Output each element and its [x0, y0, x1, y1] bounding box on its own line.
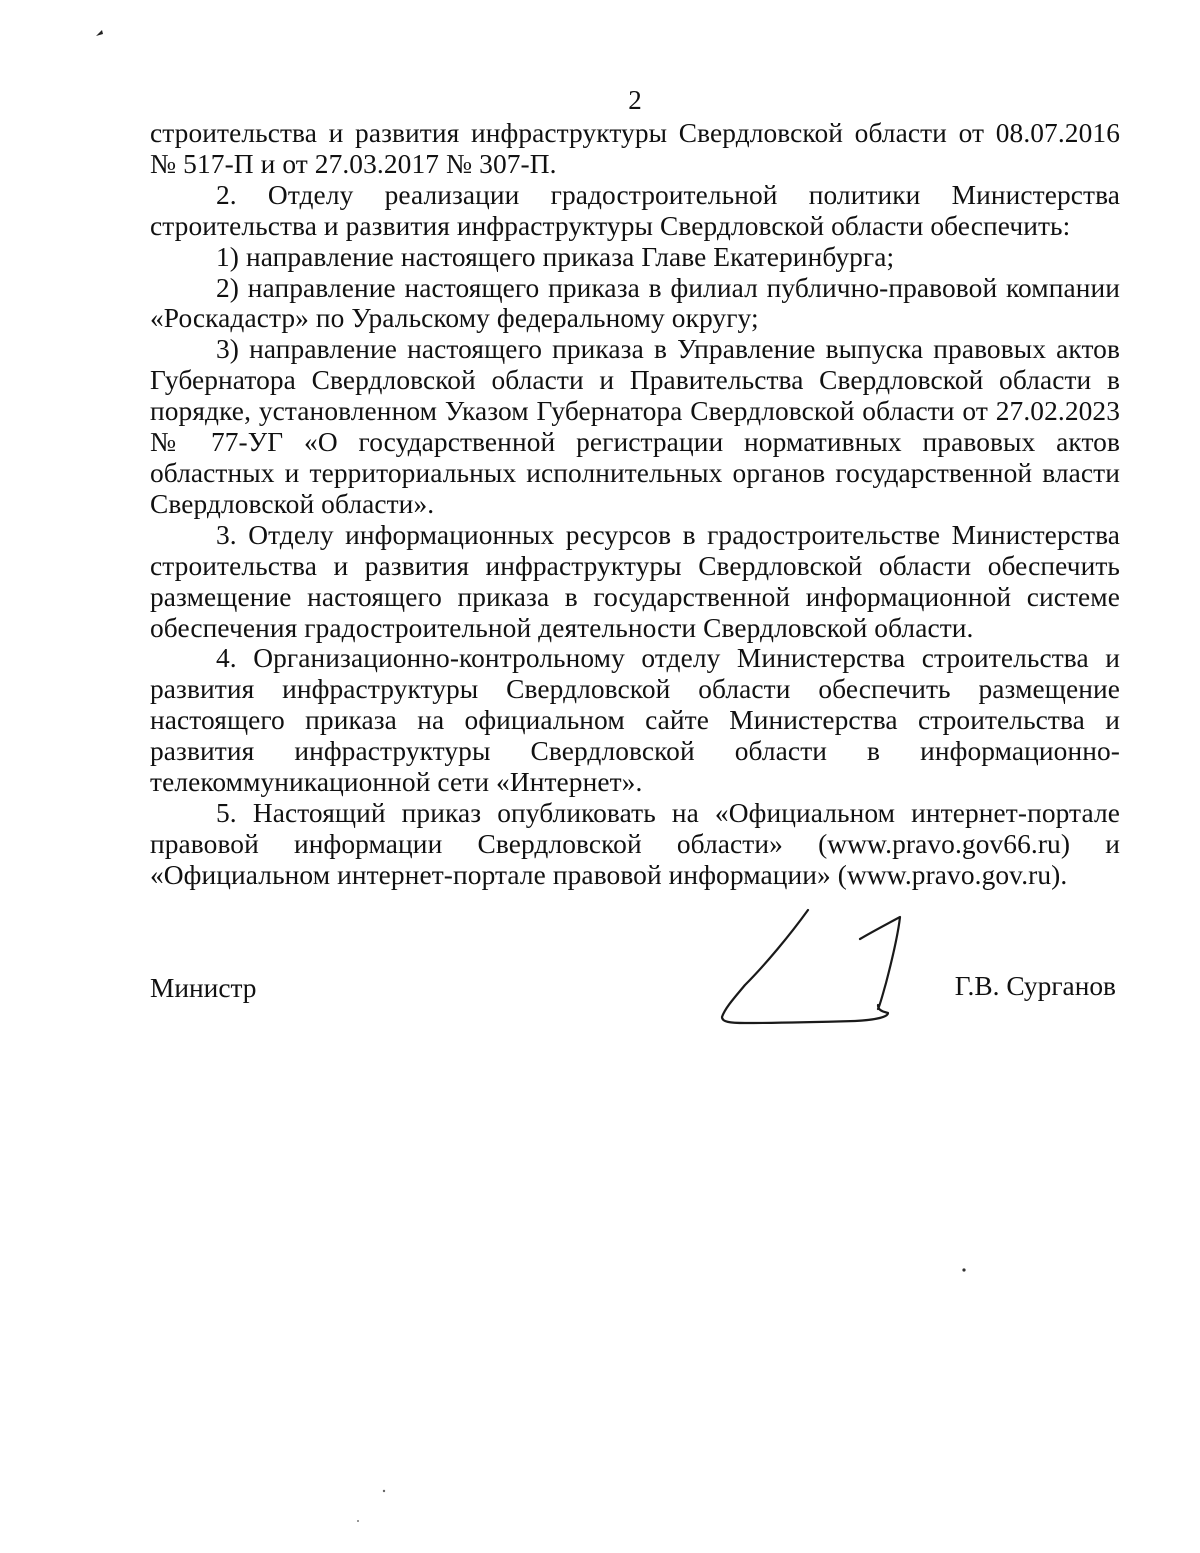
paragraph-subitem-3: 3) направление настоящего приказа в Управление выпуска правовых актов Губернатора Свердловской области и Правительства Свердловской области в порядке, установленном Указом Губернатора Свердловской области от 27.02.2023 № 77-УГ «О государственной регистрации нормативных правовых актов областных и территориальных исполнительных органов государственной власти Свердловской области». — [150, 334, 1120, 519]
document-body — [150, 118, 1120, 891]
signer-name: Г.В. Сурганов — [954, 971, 1116, 1001]
paragraph-item-2: 2. Отделу реализации градостроительной политики Министерства строительства и развития инфраструктуры Свердловской области обеспечить: — [150, 179, 1120, 241]
paragraph-subitem-2: 2) направление настоящего приказа в филиал публично-правовой компании «Роскадастр» по Уральскому федеральному округу; — [150, 272, 1120, 334]
paragraph-item-3: 3. Отделу информационных ресурсов в градостроительстве Министерства строительства и развития инфраструктуры Свердловской области обеспечить размещение настоящего приказа в государственной информационной системе обеспечения градостроительной деятельности Свердловской области. — [150, 519, 1120, 643]
paragraph-item-4: 4. Организационно-контрольному отделу Министерства строительства и развития инфраструктуры Свердловской области обеспечить размещение настоящего приказа на официальном сайте Министерства строительства и развития инфраструктуры Свердловской области в информационно-телекоммуникационной сети «Интернет». — [150, 643, 1120, 798]
signature-block — [150, 970, 1116, 1010]
paragraph-item-5: 5. Настоящий приказ опубликовать на «Официальном интернет-портале правовой информации Свердловской области» (www.pravo.gov66.ru) и «Официальном интернет-портале правовой информации» (www.pravo.gov.ru). — [150, 797, 1120, 890]
paragraph-continuation: строительства и развития инфраструктуры Свердловской области от 08.07.2016 № 517-П и от 27.03.2017 № 307-П. — [150, 118, 1120, 179]
handwritten-signature — [710, 905, 920, 1035]
paragraph-subitem-1: 1) направление настоящего приказа Главе Екатеринбурга; — [216, 241, 895, 272]
page-number: 2 — [628, 85, 642, 115]
signer-position: Министр — [150, 973, 257, 1003]
